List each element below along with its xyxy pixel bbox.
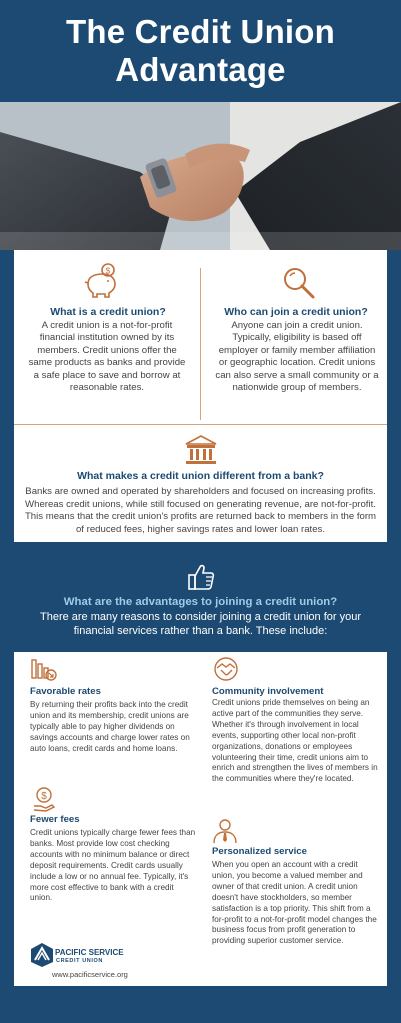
difference-title: What makes a credit union different from a bank? <box>77 470 324 482</box>
advantages-body: There are many reasons to consider joining a credit union for your financial services rather than a bank. These include: <box>39 611 361 637</box>
difference-body: Banks are owned and operated by shareholders and focused on increasing profits. Whereas credit unions, while still focused on generating revenue, are not-for-profit. This means that the credit union's profits are returned back to members in the form of reduced fees, higher savings rates and lower loan rates. <box>24 486 377 535</box>
who-can-body: Anyone can join a credit union. Typically, eligibility is based off employer or family member affiliation or geographic location. Credit unions can also serve a small community or a nationwide group of members. <box>215 320 379 394</box>
community-involvement-body: Credit unions pride themselves on being an active part of the communities they serve. Whether it's through involvement in local events, supporting other local non-profit organizations, donations or employees volunteering their time, credit unions aim to enrich and strengthen the lives of members in the communities where they're located. <box>212 698 378 784</box>
header <box>0 0 401 102</box>
favorable-rates-body: By returning their profits back into the credit union and its membership, credit unions are typically able to pay higher dividends on savings accounts and charge lower rates on auto loans, credit cards and home loans. <box>30 700 190 753</box>
who-can-title: Who can join a credit union? <box>224 306 368 318</box>
svg-text:$: $ <box>41 791 47 802</box>
fewer-fees-title: Fewer fees <box>30 814 80 825</box>
bank-building-icon <box>184 434 218 466</box>
dollar-hand-icon <box>32 786 56 812</box>
logo-mark-icon <box>30 942 54 968</box>
personalized-service-body: When you open an account with a credit union, you become a valued member and owner of that credit union. A credit union doesn't have stockholders, so member satisfaction is a top priority. This shift from a for-profit to a not-for-profit model changes the business focus from profit generation to providing superior customer service. <box>212 860 377 946</box>
vertical-divider <box>200 268 201 420</box>
logo-subtitle: CREDIT UNION <box>56 958 103 964</box>
footer-strip <box>0 986 401 1023</box>
horizontal-divider <box>14 424 387 425</box>
piggy-bank-icon <box>82 262 120 300</box>
favorable-rates-title: Favorable rates <box>30 686 101 697</box>
svg-text:$: $ <box>105 266 111 276</box>
website-link[interactable]: www.pacificservice.org <box>52 970 128 979</box>
fewer-fees-body: Credit unions typically charge fewer fees than banks. Most provide low cost checking accounts with no minimum balance or direct deposit requirements. Credit cards usually include a low or no annual fee. Typically, it's more cost effective to bank with a credit union. <box>30 828 196 903</box>
thumbs-up-icon <box>186 562 216 592</box>
community-involvement-title: Community involvement <box>212 686 324 697</box>
title-line-2: Advantage <box>115 51 286 88</box>
person-tie-icon <box>212 818 238 844</box>
handshake-photo <box>0 102 401 250</box>
bar-chart-down-icon <box>30 658 58 682</box>
logo-name: PACIFIC SERVICE <box>55 948 124 957</box>
page-title <box>66 13 335 89</box>
title-line-1: The Credit Union <box>65 13 336 50</box>
what-is-body: A credit union is a not-for-profit financial institution owned by its members. Credit unions offer the same products as banks and provide a safe place to save and borrow at reasonable rates. <box>28 320 186 394</box>
personalized-service-title: Personalized service <box>212 846 307 857</box>
what-is-title: What is a credit union? <box>50 306 166 318</box>
handshake-icon <box>212 656 240 682</box>
advantages-title: What are the advantages to joining a credit union? <box>63 596 338 608</box>
magnifier-icon <box>282 266 316 300</box>
